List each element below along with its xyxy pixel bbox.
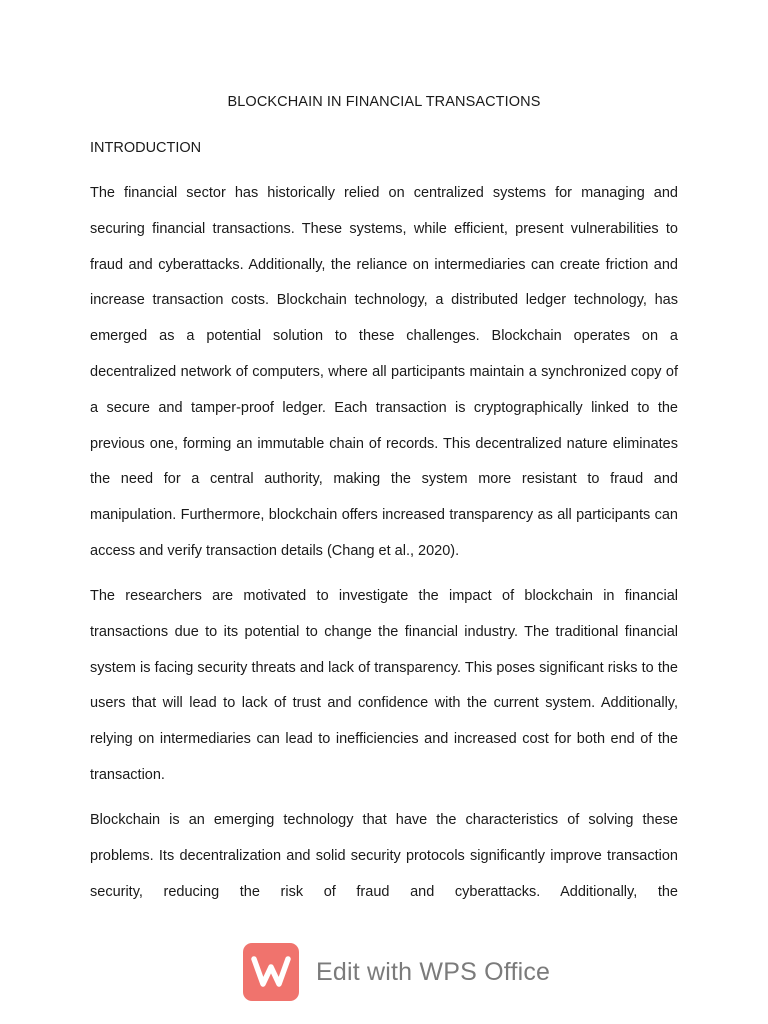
wps-logo-glyph xyxy=(251,955,291,989)
document-title: BLOCKCHAIN IN FINANCIAL TRANSACTIONS xyxy=(227,94,541,110)
paragraph-3: Blockchain is an emerging technology that have the characteristics of solving these problems. Its decentralization and solid security protocols significantly improve transaction security, reducing the risk of fraud and cyberattacks. Additionally, the xyxy=(90,812,678,900)
section-heading-introduction: INTRODUCTION xyxy=(90,140,202,156)
edit-with-wps-banner[interactable] xyxy=(243,943,550,1001)
wps-logo-icon[interactable] xyxy=(243,943,299,1001)
paragraph-2: The researchers are motivated to investigate the impact of blockchain in financial transactions due to its potential to change the financial industry. The traditional financial system is facing security threats and lack of transparency. This poses significant risks to the users that will lead to lack of trust and confidence with the current system. Additionally, relying on intermediaries can lead to inefficiencies and increased cost for both end of the transaction. xyxy=(90,588,678,783)
paragraph-1: The financial sector has historically relied on centralized systems for managing and securing financial transactions. These systems, while efficient, present vulnerabilities to fraud and cyberattacks. Additionally, the reliance on intermediaries can create friction and increase transaction costs. Blockchain technology, a distributed ledger technology, has emerged as a potential solution to these challenges. Blockchain operates on a decentralized network of computers, where all participants maintain a synchronized copy of a secure and tamper-proof ledger. Each transaction is cryptographically linked to the previous one, forming an immutable chain of records. This decentralized nature eliminates the need for a central authority, making the system more resistant to fraud and manipulation. Furthermore, blockchain offers increased transparency as all participants can access and verify transaction details (Chang et al., 2020). xyxy=(90,185,678,559)
wps-banner-label[interactable]: Edit with WPS Office xyxy=(316,957,551,986)
